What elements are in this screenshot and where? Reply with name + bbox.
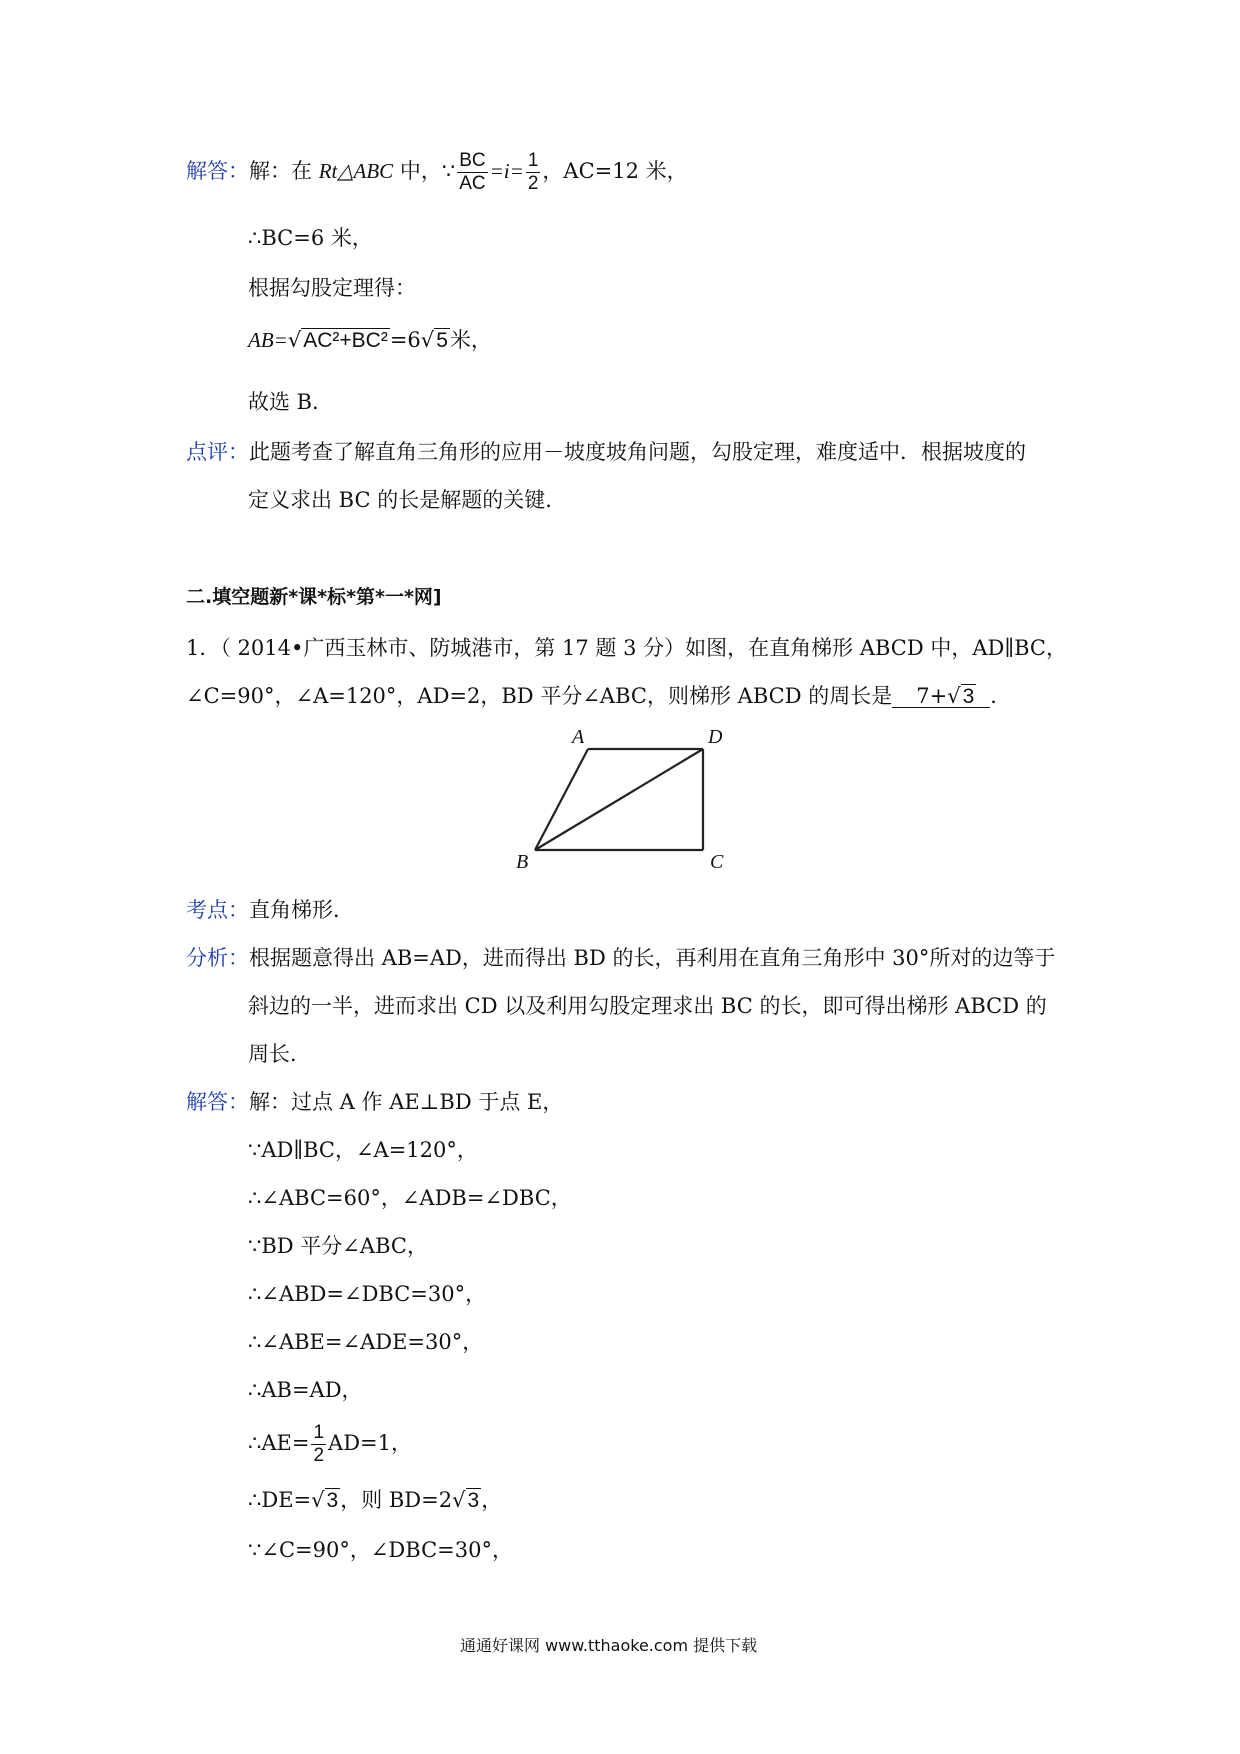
solution1-line3: 根据勾股定理得：: [248, 276, 416, 300]
problem-line2: ∠C=90°，∠A=120°，AD=2，BD 平分∠ABC，则梯形 ABCD 的周长是 7+√3 ．: [186, 684, 1012, 708]
solution2-line2: ∵AD∥BC，∠A=120°，: [248, 1138, 478, 1162]
kaodian-tag: 考点：: [186, 898, 249, 922]
solution2-line3: ∴∠ABC=60°，∠ADB=∠DBC，: [248, 1186, 572, 1210]
answer-tag-2: 解答：: [186, 1090, 249, 1114]
comment1-line2: 定义求出 BC 的长是解题的关键．: [248, 488, 567, 512]
comment-tag: 点评：: [186, 440, 249, 464]
solution2-line1: 解答：解：过点 A 作 AE⊥BD 于点 E，: [186, 1090, 564, 1114]
sqrt-five: √5: [420, 328, 448, 352]
page-footer: 通通好课网 www.tthaoke.com 提供下载: [460, 1636, 758, 1655]
solution2-line7: ∴AB=AD，: [248, 1378, 363, 1402]
label-D: D: [708, 726, 723, 748]
solution2-line4: ∵BD 平分∠ABC，: [248, 1234, 428, 1258]
problem-line1: 1．（ 2014•广西玉林市、防城港市，第 17 题 3 分）如图，在直角梯形 ABCD 中，AD∥BC，: [186, 636, 1067, 660]
analysis-line1: 分析：根据题意得出 AB=AD，进而得出 BD 的长，再利用在直角三角形中 30°所对的边等于: [186, 946, 1056, 970]
solution1-line5: 故选 B．: [248, 390, 334, 414]
solution2-line6: ∴∠ABE=∠ADE=30°，: [248, 1330, 484, 1354]
analysis-tag: 分析：: [186, 946, 249, 970]
solution2-line10: ∵∠C=90°，∠DBC=30°，: [248, 1538, 513, 1562]
analysis-line3: 周长．: [248, 1042, 311, 1066]
trapezoid-figure: [500, 725, 740, 875]
half-fraction: $\frac{1}{2}$: [527, 150, 539, 194]
sqrt-sum: √AC²+BC²: [287, 328, 388, 352]
comment1-line1: 点评：此题考查了解直角三角形的应用－坡度坡角问题，勾股定理，难度适中．根据坡度的: [186, 440, 1026, 464]
solution2-line5: ∴∠ABD=∠DBC=30°，: [248, 1282, 487, 1306]
label-B: B: [516, 851, 529, 873]
solution2-line9: ∴DE=√3，则 BD=2√3，: [248, 1488, 503, 1512]
section-title: 二.填空题新*课*标*第*一*网]: [186, 586, 442, 608]
answer-blank: 7+√3: [892, 686, 990, 708]
solution2-line8: ∴AE= $\frac{1}{2}$ AD=1，: [248, 1422, 412, 1466]
slope-fraction: $\frac{BC}{AC}$: [459, 150, 486, 194]
solution1-line1: 解答：解：在 Rt△ABC 中，∵ $\frac{BC}{AC}$ =i= $\frac{1}{2}$ ，AC=12 米，: [186, 150, 688, 194]
solution1-line4: AB=√AC²+BC²=6√5米，: [248, 328, 492, 352]
solution1-line2: ∴BC=6 米，: [248, 226, 373, 250]
label-A: A: [572, 726, 585, 748]
kaodian-line: 考点：直角梯形．: [186, 898, 354, 922]
half-fraction-2: $\frac{1}{2}$: [313, 1422, 325, 1466]
label-C: C: [710, 851, 724, 873]
answer-tag: 解答：: [186, 158, 249, 183]
analysis-line2: 斜边的一半，进而求出 CD 以及利用勾股定理求出 BC 的长，即可得出梯形 ABCD 的: [248, 994, 1047, 1018]
diagonal-BD: [535, 749, 703, 850]
